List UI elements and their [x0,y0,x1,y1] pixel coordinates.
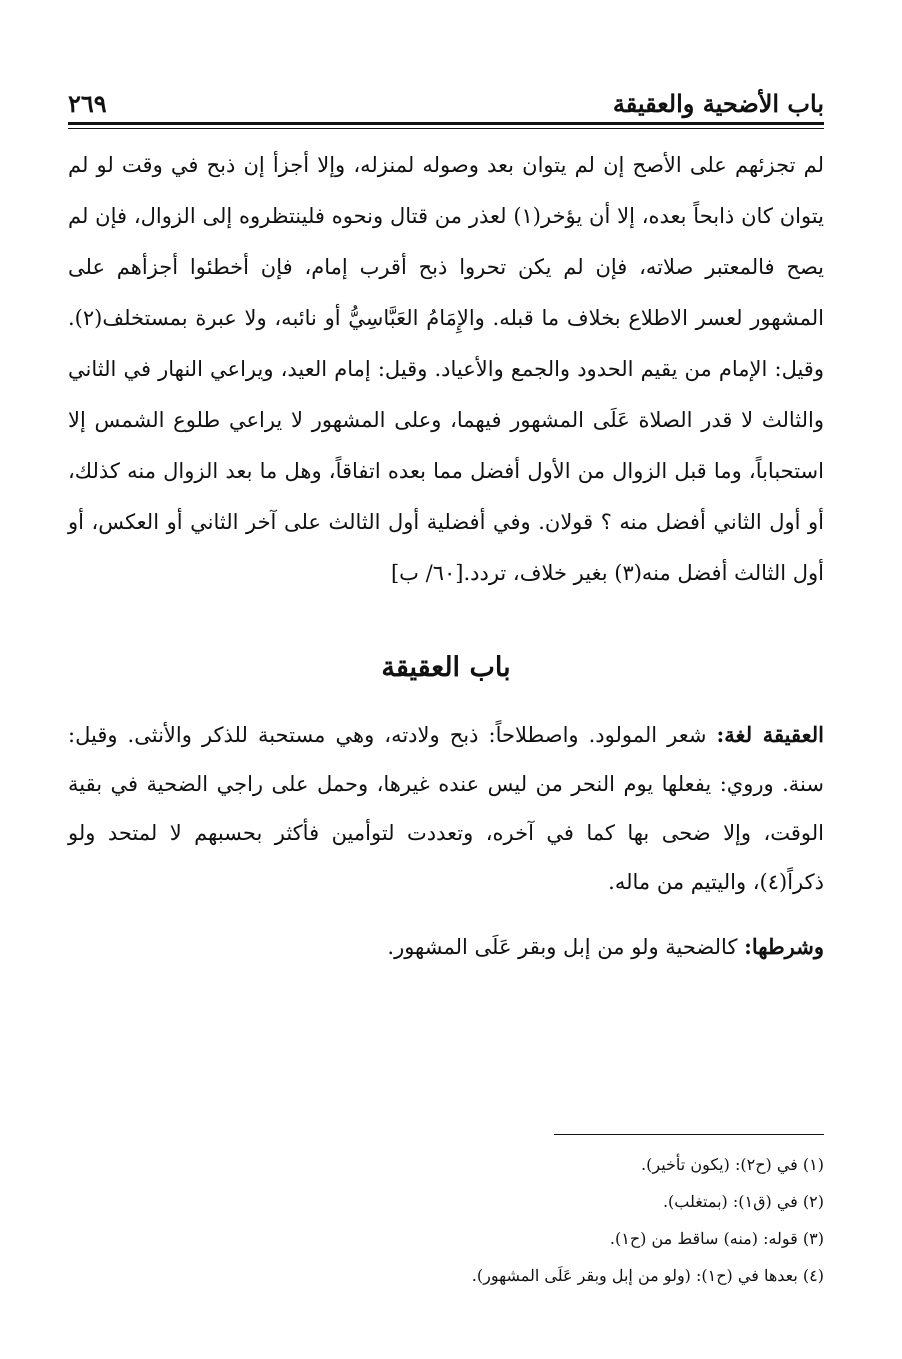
section-heading: باب العقيقة [381,652,511,683]
footnotes [68,1146,824,1294]
footnote: (٣) قوله: (منه) ساقط من (ح١). [609,1229,824,1248]
footnote-separator [554,1134,824,1135]
footnote: (٢) في (ق١): (بمتغلب). [662,1192,824,1211]
chapter-title: باب الأضحية والعقيقة [612,89,824,118]
footnote: (٤) بعدها في (ح١): (ولو من إبل وبقر عَلَى المشهور). [471,1266,824,1285]
header-rule-thick [68,122,824,125]
running-header [68,78,824,118]
paragraph: لم تجزئهم على الأصح إن لم يتوان بعد وصوله لمنزله، وإلا أجزأ إن ذبح في وقت لو لم يتوان كان ذابحاً بعده، إلا أن يؤخر(١) لعذر من قتال ونحوه فلينتظروه إلى الزوال، فإن لم يصح فالمعتبر صلاته، فإن لم يكن تحروا ذبح أقرب إمام، فإن أخطئوا أجزأهم على المشهور لعسر الاطلاع بخلاف ما قبله. والإِمَامُ العَبَّاسِيُّ أو نائبه، ولا عبرة بمستخلف(٢). وقيل: الإمام من يقيم الحدود والجمع والأعياد. وقيل: إمام العيد، ويراعي النهار في الثاني والثالث لا قدر الصلاة عَلَى المشهور فيهما، وعلى المشهور لا يراعي طلوع الشمس إلا استحباباً، وما قبل الزوال من الأول أفضل مما بعده اتفاقاً، وهل ما بعد الزوال منه كذلك، أو أول الثاني أفضل منه ؟ قولان. وفي أفضلية أول الثالث على آخر الثاني أو العكس، أو أول الثالث أفضل منه(٣) بغير خلاف، تردد.[٦٠/ ب] [68,153,825,585]
main-text [68,140,824,599]
paragraph [68,710,824,907]
term-label: العقيقة لغة: [716,722,824,747]
condition-body: كالضحية ولو من إبل وبقر عَلَى المشهور. [387,935,745,959]
page-number: ٢٦٩ [68,89,107,118]
header-rule-thin [68,128,824,129]
term-text: شعر المولود. واصطلاحاً: ذبح ولادته، وهي مستحبة للذكر والأنثى. وقيل: سنة. وروي: يفعلها يوم النحر من ليس عنده غيرها، وحمل على راجي الضحية في بقية الوقت، وإلا ضحى بها كما في آخره، وتعددت لتوأمين فأكثر بحسبهم لا لمتحد ولو ذكراً(٤)، واليتيم من ماله. [68,723,824,894]
condition-text [68,922,824,972]
condition-label: وشرطها: [744,934,824,959]
aqiqa-text [68,710,824,907]
footnote: (١) في (ح٢): (يكون تأخير). [641,1155,824,1174]
